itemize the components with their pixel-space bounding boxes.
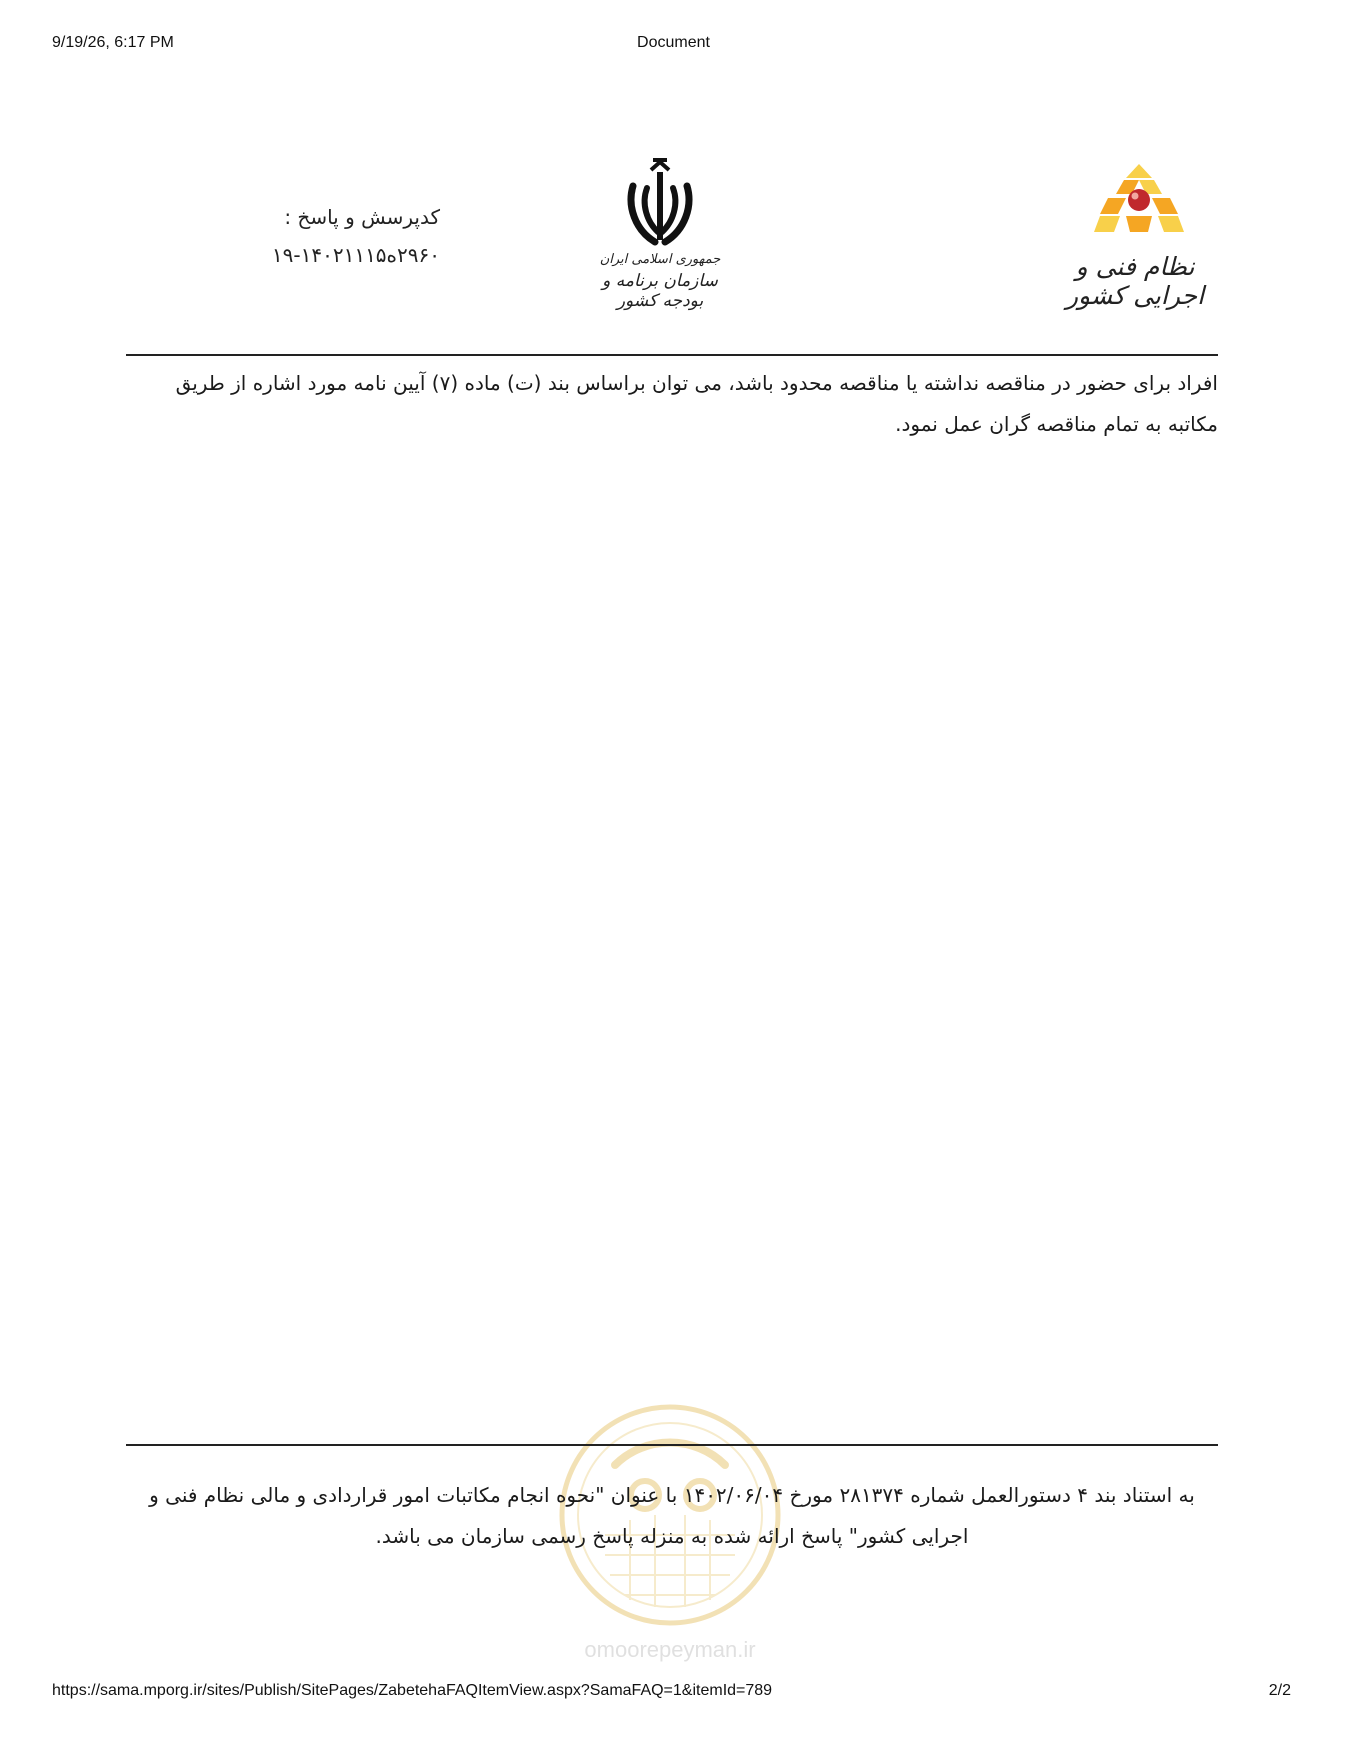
print-page-number: 2/2	[1268, 1682, 1291, 1699]
qa-code-value: ۲۹۶۰ه۱۴۰۲۱۱۱۵-۱۹	[271, 243, 440, 267]
qa-code-block	[230, 205, 440, 267]
footer-divider	[126, 1444, 1218, 1446]
official-response-note: به استناد بند ۴ دستورالعمل شماره ۲۸۱۳۷۴ مورخ ۱۴۰۲/۰۶/۰۴ با عنوان "نحوه انجام مکاتبات امور قراردادی و مالی نظام فنی و اجرایی کشور" پاسخ ارائه شده به منزله پاسخ رسمی سازمان می باشد.	[149, 1483, 1195, 1548]
iran-emblem-icon	[625, 158, 695, 248]
qa-code-label: کدپرسش و پاسخ :	[284, 205, 440, 229]
watermark-site-text: omoorepeyman.ir	[584, 1637, 756, 1662]
answer-body-text: افراد برای حضور در مناقصه نداشته یا مناقصه محدود باشد، می توان براساس بند (ت) ماده (۷) آیین نامه مورد اشاره از طریق مکاتبه به تمام مناقصه گران عمل نمود.	[175, 371, 1218, 436]
technical-system-logo	[1060, 160, 1210, 310]
print-url: https://sama.mporg.ir/sites/Publish/SitePages/ZabetehaFAQItemView.aspx?SamaFAQ=1&itemId=789	[52, 1682, 773, 1699]
technical-system-logo-text: نظام فنی و اجرایی کشور	[1065, 252, 1205, 310]
header-divider	[126, 354, 1218, 356]
emblem-caption-organization: سازمان برنامه و بودجه کشور	[602, 271, 718, 311]
print-datetime: 9/19/26, 6:17 PM	[52, 34, 174, 51]
pyramid-cubes-icon	[1094, 160, 1184, 240]
print-title: Document	[637, 34, 710, 51]
emblem-caption-republic: جمهوری اسلامی ایران	[599, 252, 721, 267]
plan-budget-logo	[585, 158, 735, 311]
